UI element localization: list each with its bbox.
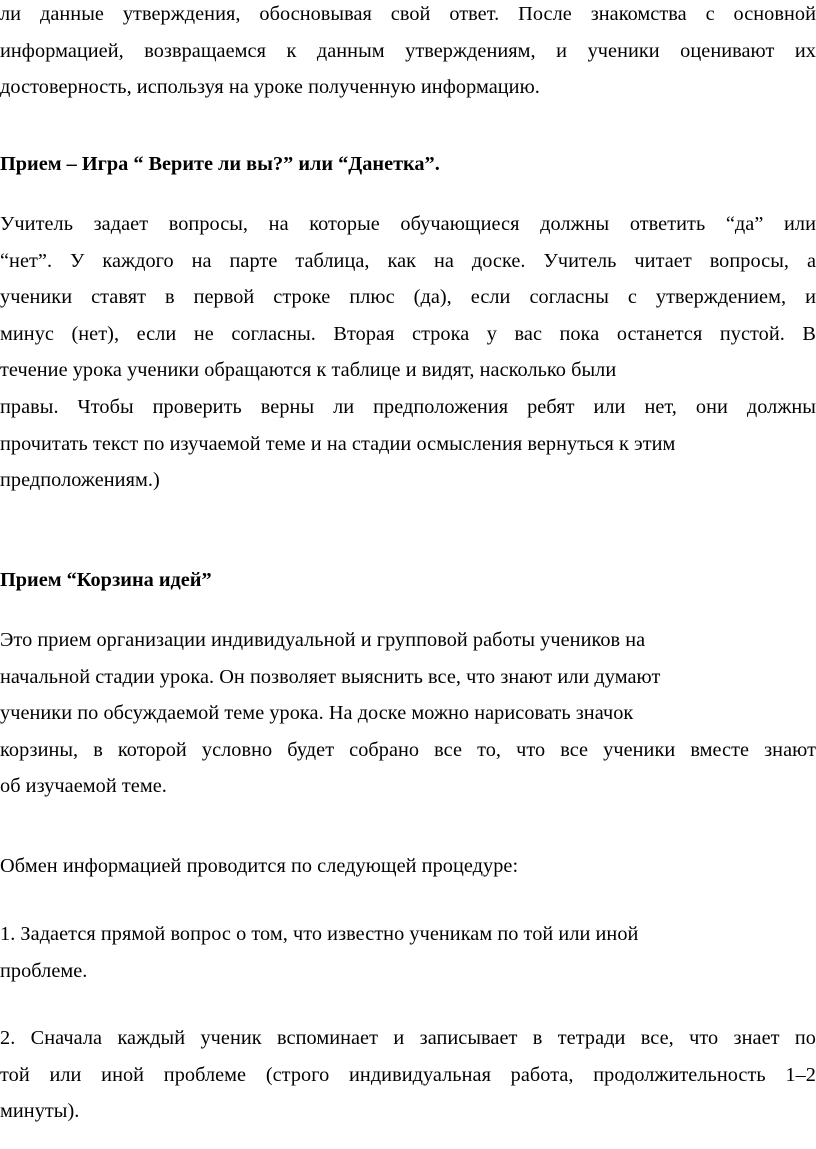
- procedure-intro: [0, 848, 816, 885]
- section-heading-danetka: Прием – Игра “ Верите ли вы?” или “Данетка”.: [0, 153, 440, 175]
- text-line: минус (нет), если не согласны. Вторая строка у вас пока останется пустой. В: [0, 322, 816, 345]
- text-line: предположениям.): [0, 469, 160, 492]
- text-line: той или иной проблеме (строго индивидуальная работа, продолжительность 1–2: [0, 1063, 816, 1086]
- text-line: проблеме.: [0, 959, 88, 982]
- text-line: начальной стадии урока. Он позволяет выяснить все, что знают или думают: [0, 665, 661, 688]
- procedure-item-1: [0, 916, 816, 989]
- text-line: правы. Чтобы проверить верны ли предположения ребят или нет, они должны: [0, 395, 816, 418]
- basket-paragraph: [0, 622, 816, 805]
- text-line: Это прием организации индивидуальной и групповой работы учеников на: [0, 629, 646, 651]
- text-line: Обмен информацией проводится по следующей процедуре:: [0, 855, 519, 877]
- text-line: информацией, возвращаемся к данным утверждениям, и ученики оценивают их: [0, 39, 816, 62]
- text-line: корзины, в которой условно будет собрано все то, что все ученики вместе знают: [0, 738, 816, 761]
- text-line: прочитать текст по изучаемой теме и на стадии осмысления вернуться к этим: [0, 432, 676, 455]
- intro-paragraph: [0, 0, 816, 106]
- text-line: достоверность, используя на уроке полученную информацию.: [0, 76, 540, 99]
- text-line: минуты).: [0, 1100, 80, 1123]
- section-heading-basket: Прием “Корзина идей”: [0, 569, 212, 591]
- text-line: об изучаемой теме.: [0, 775, 167, 798]
- text-line: 2. Сначала каждый ученик вспоминает и записывает в тетради все, что знает по: [0, 1027, 816, 1049]
- text-line: “нет”. У каждого на парте таблица, как на доске. Учитель читает вопросы, а: [0, 249, 816, 272]
- text-line: течение урока ученики обращаются к таблице и видят, насколько были: [0, 359, 617, 382]
- text-line: ли данные утверждения, обосновывая свой ответ. После знакомства с основной: [0, 3, 816, 25]
- danetka-paragraph: [0, 206, 816, 499]
- text-line: 1. Задается прямой вопрос о том, что известно ученикам по той или иной: [0, 923, 639, 945]
- text-line: ученики по обсуждаемой теме урока. На доске можно нарисовать значок: [0, 702, 634, 725]
- procedure-item-2: [0, 1020, 816, 1130]
- text-line: ученики ставят в первой строке плюс (да), если согласны с утверждением, и: [0, 286, 816, 309]
- text-line: Учитель задает вопросы, на которые обучающиеся должны ответить “да” или: [0, 213, 816, 235]
